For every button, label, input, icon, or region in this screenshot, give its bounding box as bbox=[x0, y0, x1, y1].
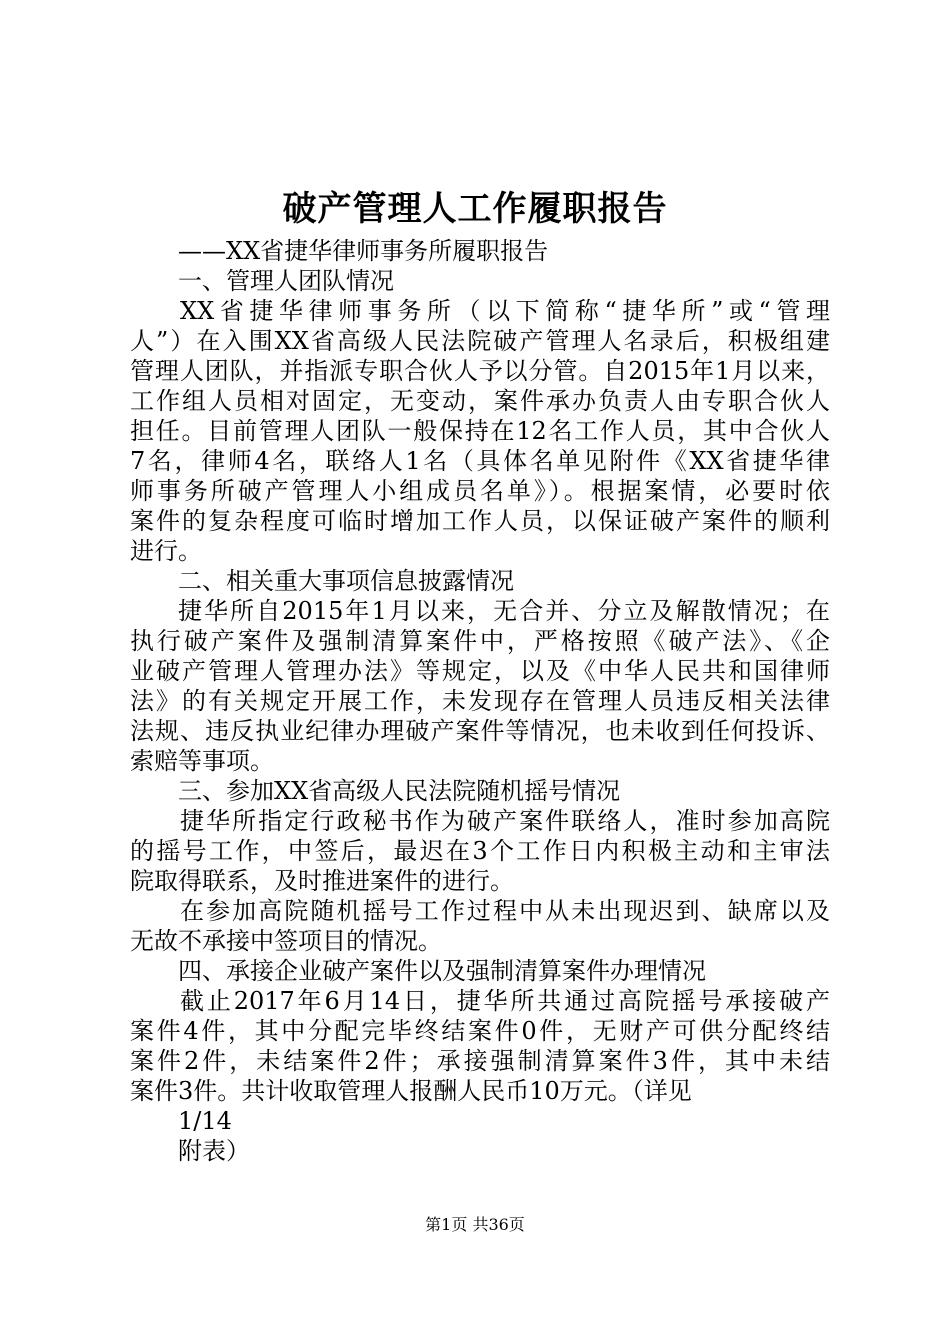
section-heading-3: 三、参加XX省高级人民法院随机摇号情况 bbox=[178, 777, 621, 805]
paragraph-line: 师事务所破产管理人小组成员名单》）。根据案情，必要时依 bbox=[130, 477, 830, 505]
paragraph-line: 7名，律师4名，联络人1名（具体名单见附件《XX省捷华律 bbox=[130, 447, 830, 475]
paragraph-line: 院取得联系，及时推进案件的进行。 bbox=[130, 867, 514, 895]
document-body bbox=[130, 236, 830, 1166]
paragraph-line: 担任。目前管理人团队一般保持在12名工作人员，其中合伙人 bbox=[130, 417, 830, 445]
paragraph-line: 捷华所指定行政秘书作为破产案件联络人，准时参加高院 bbox=[180, 807, 830, 835]
paragraph-line: 法》的有关规定开展工作，未发现存在管理人员违反相关法律 bbox=[130, 687, 830, 715]
paragraph-line: 进行。 bbox=[130, 537, 202, 565]
paragraph-line: 人”）在入围XX省高级人民法院破产管理人名录后，积极组建 bbox=[130, 327, 830, 355]
paragraph-line: 案件4件，其中分配完毕终结案件0件，无财产可供分配终结 bbox=[130, 1017, 830, 1045]
page-footer: 第1页 共36页 bbox=[425, 1215, 525, 1234]
paragraph-line: 无故不承接中签项目的情况。 bbox=[130, 927, 442, 955]
paragraph-line: 截止2017年6月14日，捷华所共通过高院摇号承接破产 bbox=[180, 987, 830, 1015]
paragraph-line: 附表） bbox=[178, 1137, 250, 1165]
paragraph-line: 案件的复杂程度可临时增加工作人员，以保证破产案件的顺利 bbox=[130, 507, 830, 535]
paragraph-line: 的摇号工作，中签后，最迟在3个工作日内积极主动和主审法 bbox=[130, 837, 830, 865]
paragraph-line: 工作组人员相对固定，无变动，案件承办负责人由专职合伙人 bbox=[130, 387, 830, 415]
paragraph-line: 案件2件，未结案件2件；承接强制清算案件3件，其中未结 bbox=[130, 1047, 830, 1075]
page-fraction: 1/14 bbox=[178, 1107, 232, 1135]
document-title: 破产管理人工作履职报告 bbox=[282, 189, 668, 229]
paragraph-line: 执行破产案件及强制清算案件中，严格按照《破产法》、《企 bbox=[130, 627, 830, 655]
section-heading-4: 四、承接企业破产案件以及强制清算案件办理情况 bbox=[178, 957, 706, 985]
paragraph-line: 案件3件。共计收取管理人报酬人民币10万元。（详见 bbox=[130, 1077, 692, 1105]
paragraph-line: 在参加高院随机摇号工作过程中从未出现迟到、缺席以及 bbox=[180, 897, 830, 925]
section-heading-2: 二、相关重大事项信息披露情况 bbox=[178, 567, 514, 595]
paragraph-line: 索赔等事项。 bbox=[130, 747, 274, 775]
section-heading-1: 一、管理人团队情况 bbox=[178, 267, 394, 295]
paragraph-line: 管理人团队，并指派专职合伙人予以分管。自2015年1月以来， bbox=[130, 357, 830, 385]
subtitle: ——XX省捷华律师事务所履职报告 bbox=[178, 237, 549, 265]
paragraph-line: XX省捷华律师事务所（以下简称“捷华所”或“管理 bbox=[180, 297, 830, 325]
paragraph-line: 法规、违反执业纪律办理破产案件等情况，也未收到任何投诉、 bbox=[130, 717, 830, 745]
paragraph-line: 捷华所自2015年1月以来，无合并、分立及解散情况；在 bbox=[178, 597, 830, 625]
paragraph-line: 业破产管理人管理办法》等规定，以及《中华人民共和国律师 bbox=[130, 657, 830, 685]
